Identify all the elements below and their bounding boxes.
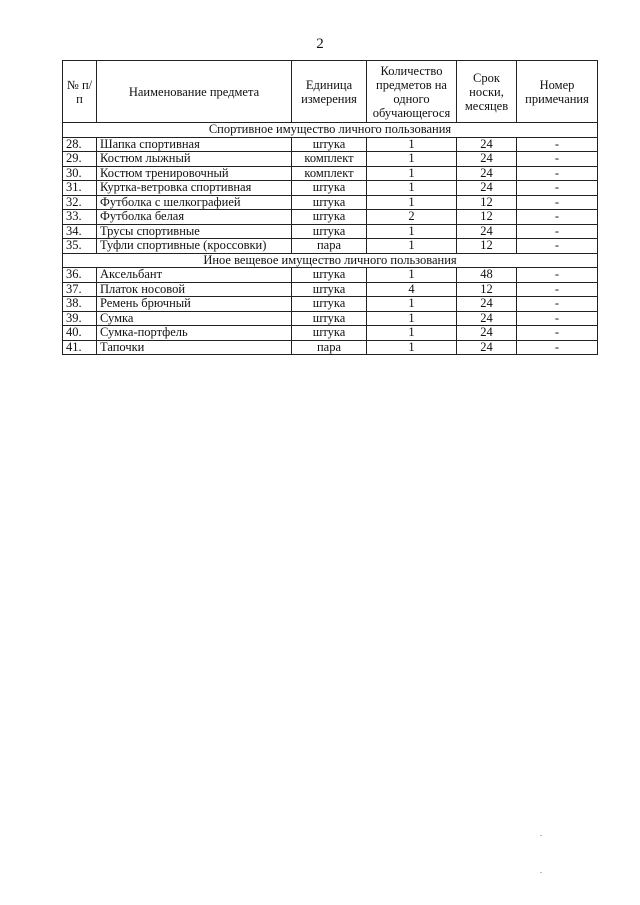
table-row: [63, 297, 598, 312]
item-note: -: [517, 340, 598, 355]
item-note: -: [517, 297, 598, 312]
row-number: 39.: [63, 311, 97, 326]
table-row: [63, 311, 598, 326]
item-term: 24: [457, 326, 517, 341]
item-unit: пара: [292, 239, 367, 254]
item-note: -: [517, 311, 598, 326]
item-quantity: 1: [367, 297, 457, 312]
item-quantity: 2: [367, 210, 457, 225]
table-row: [63, 340, 598, 355]
row-number: 38.: [63, 297, 97, 312]
item-unit: штука: [292, 297, 367, 312]
table-row: [63, 166, 598, 181]
item-term: 24: [457, 152, 517, 167]
table-row: [63, 282, 598, 297]
item-unit: штука: [292, 326, 367, 341]
row-number: 41.: [63, 340, 97, 355]
item-unit: штука: [292, 282, 367, 297]
scan-artifact: [540, 872, 542, 873]
row-number: 34.: [63, 224, 97, 239]
table-row: [63, 152, 598, 167]
item-name: Футболка с шелкографией: [97, 195, 292, 210]
item-name: Костюм лыжный: [97, 152, 292, 167]
item-quantity: 1: [367, 137, 457, 152]
table-header-row: [63, 61, 598, 123]
section-header-row: [63, 253, 598, 268]
item-note: -: [517, 326, 598, 341]
item-unit: штука: [292, 224, 367, 239]
item-note: -: [517, 181, 598, 196]
item-term: 12: [457, 210, 517, 225]
row-number: 29.: [63, 152, 97, 167]
item-quantity: 4: [367, 282, 457, 297]
item-quantity: 1: [367, 239, 457, 254]
item-name: Сумка: [97, 311, 292, 326]
item-term: 24: [457, 137, 517, 152]
row-number: 36.: [63, 268, 97, 283]
row-number: 31.: [63, 181, 97, 196]
items-table: [62, 60, 598, 355]
item-name: Тапочки: [97, 340, 292, 355]
item-name: Аксельбант: [97, 268, 292, 283]
item-name: Сумка-портфель: [97, 326, 292, 341]
item-name: Ремень брючный: [97, 297, 292, 312]
table-row: [63, 224, 598, 239]
section-title: Спортивное имущество личного пользования: [63, 123, 598, 138]
item-term: 24: [457, 181, 517, 196]
table-row: [63, 195, 598, 210]
header-note: Номер примечания: [517, 61, 598, 123]
item-note: -: [517, 152, 598, 167]
row-number: 40.: [63, 326, 97, 341]
item-quantity: 1: [367, 311, 457, 326]
item-unit: штука: [292, 181, 367, 196]
item-name: Платок носовой: [97, 282, 292, 297]
header-name: Наименование предмета: [97, 61, 292, 123]
table-row: [63, 210, 598, 225]
item-term: 12: [457, 239, 517, 254]
row-number: 35.: [63, 239, 97, 254]
item-unit: пара: [292, 340, 367, 355]
item-quantity: 1: [367, 268, 457, 283]
page-number: 2: [316, 36, 324, 52]
item-note: -: [517, 166, 598, 181]
item-note: -: [517, 195, 598, 210]
header-term: Срок носки, месяцев: [457, 61, 517, 123]
header-num: № п/п: [63, 61, 97, 123]
item-name: Туфли спортивные (кроссовки): [97, 239, 292, 254]
item-term: 24: [457, 297, 517, 312]
table-row: [63, 326, 598, 341]
item-name: Куртка-ветровка спортивная: [97, 181, 292, 196]
item-unit: комплект: [292, 152, 367, 167]
row-number: 30.: [63, 166, 97, 181]
item-term: 48: [457, 268, 517, 283]
item-unit: штука: [292, 268, 367, 283]
item-note: -: [517, 210, 598, 225]
item-name: Шапка спортивная: [97, 137, 292, 152]
table-row: [63, 137, 598, 152]
item-quantity: 1: [367, 326, 457, 341]
item-note: -: [517, 239, 598, 254]
item-quantity: 1: [367, 181, 457, 196]
item-quantity: 1: [367, 340, 457, 355]
item-term: 24: [457, 166, 517, 181]
table-body: [63, 123, 598, 355]
item-unit: штука: [292, 210, 367, 225]
item-note: -: [517, 137, 598, 152]
item-unit: штука: [292, 195, 367, 210]
item-unit: штука: [292, 311, 367, 326]
item-note: -: [517, 282, 598, 297]
scan-artifact: [540, 835, 542, 836]
row-number: 28.: [63, 137, 97, 152]
item-name: Футболка белая: [97, 210, 292, 225]
table-row: [63, 181, 598, 196]
item-term: 24: [457, 311, 517, 326]
row-number: 32.: [63, 195, 97, 210]
item-term: 24: [457, 224, 517, 239]
item-term: 12: [457, 282, 517, 297]
section-title: Иное вещевое имущество личного пользования: [63, 253, 598, 268]
item-term: 12: [457, 195, 517, 210]
item-quantity: 1: [367, 195, 457, 210]
item-term: 24: [457, 340, 517, 355]
item-quantity: 1: [367, 166, 457, 181]
item-quantity: 1: [367, 152, 457, 167]
item-note: -: [517, 224, 598, 239]
row-number: 37.: [63, 282, 97, 297]
section-header-row: [63, 123, 598, 138]
item-unit: штука: [292, 137, 367, 152]
table-row: [63, 239, 598, 254]
item-unit: комплект: [292, 166, 367, 181]
row-number: 33.: [63, 210, 97, 225]
item-name: Трусы спортивные: [97, 224, 292, 239]
header-unit: Единица измерения: [292, 61, 367, 123]
table-row: [63, 268, 598, 283]
header-qty: Количество предметов на одного обучающегося: [367, 61, 457, 123]
item-note: -: [517, 268, 598, 283]
item-name: Костюм тренировочный: [97, 166, 292, 181]
item-quantity: 1: [367, 224, 457, 239]
